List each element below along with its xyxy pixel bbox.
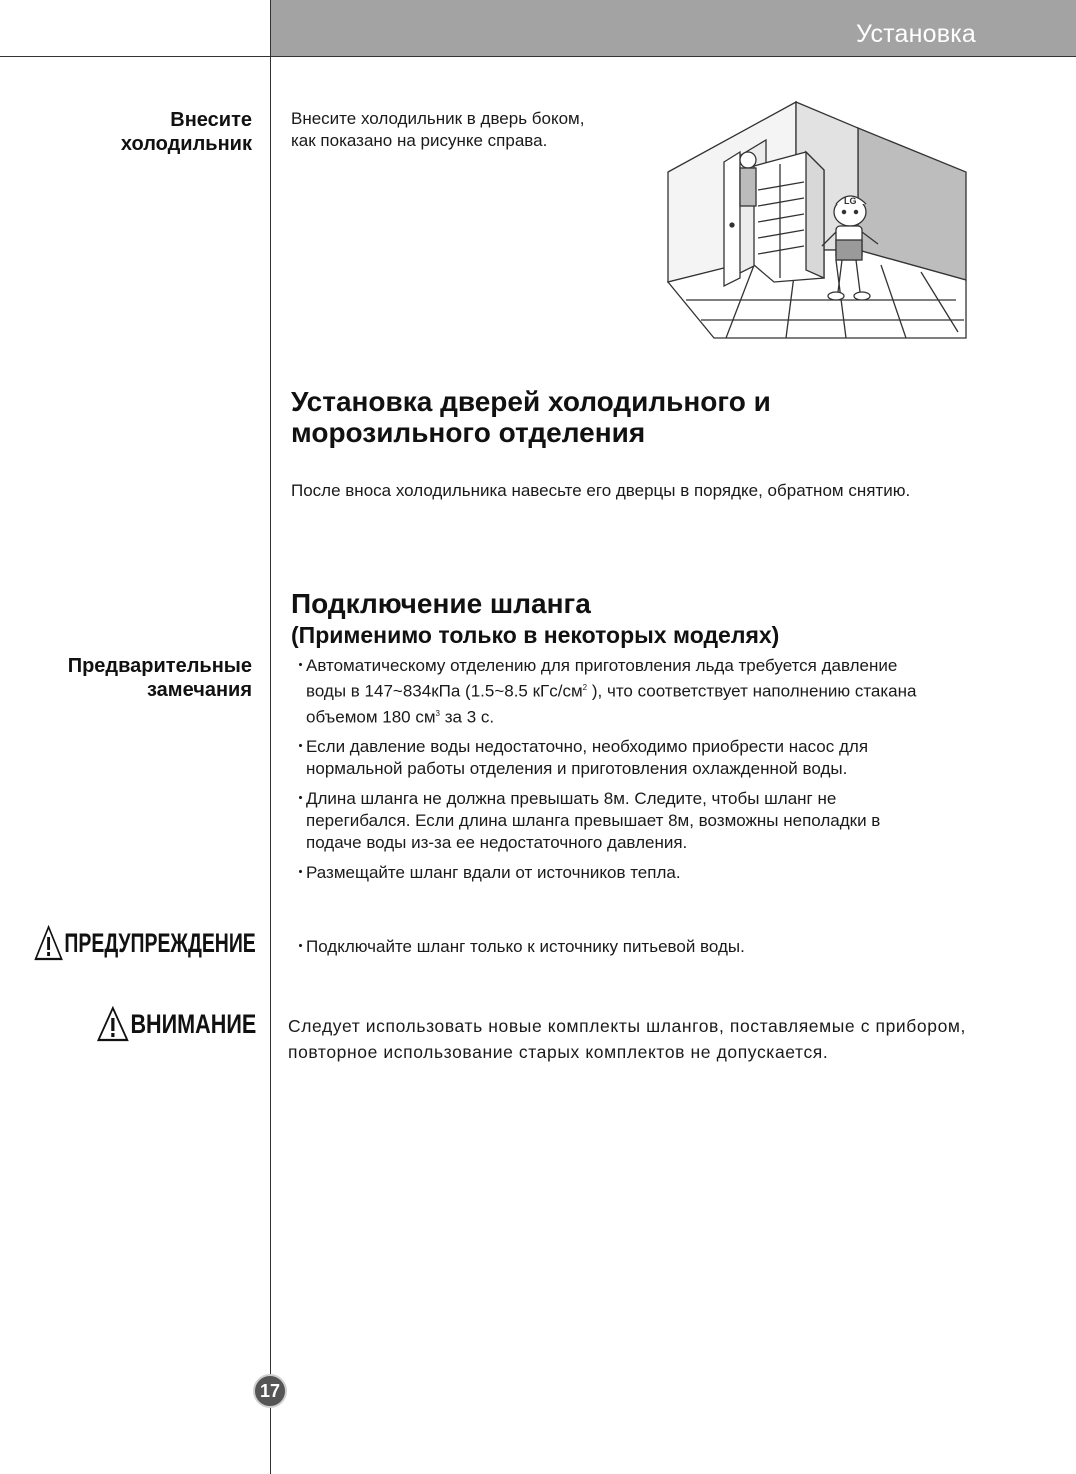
warning-text: Подключайте шланг только к источнику питьевой воды. xyxy=(306,937,745,956)
text-line: Если давление воды недостаточно, необходимо приобрести насос для xyxy=(306,737,869,757)
warning-label-text: ПРЕДУПРЕЖДЕНИЕ xyxy=(64,927,256,958)
side-label-line: Внесите xyxy=(170,109,252,131)
list-item xyxy=(291,862,991,884)
header-bar xyxy=(271,0,1076,56)
text-line: Внесите холодильник в дверь боком, xyxy=(291,109,585,128)
section-title: Установка xyxy=(856,20,976,48)
text-line xyxy=(306,703,991,729)
list-item xyxy=(291,736,991,780)
page-number-badge: 17 xyxy=(253,1374,287,1408)
carry-in-text xyxy=(291,108,584,152)
column-divider xyxy=(270,0,271,1474)
side-label-line: Предварительные xyxy=(67,655,252,677)
text-line: Размещайте шланг вдали от источников тепла. xyxy=(306,863,681,883)
side-label-line: холодильник xyxy=(120,133,252,155)
text-line: нормальной работы отделения и приготовления охлажденной воды. xyxy=(306,759,848,779)
hose-notes-list xyxy=(291,655,991,892)
text-line: перегибался. Если длина шланга превышает 8м, возможны неполадки в xyxy=(306,811,881,831)
warning-triangle-icon xyxy=(34,925,63,961)
heading-line: Установка дверей холодильного и xyxy=(291,386,771,417)
list-item xyxy=(291,655,991,728)
text-fragment: объемом 180 см xyxy=(306,707,436,727)
text-fragment: воды в 147~834кПа (1.5~8.5 кГс/см xyxy=(306,681,583,701)
warning-list xyxy=(291,936,991,958)
warning-label xyxy=(34,925,256,961)
superscript: 3 xyxy=(435,708,440,718)
side-label-line: замечания xyxy=(147,679,252,701)
mascot-logo: LG xyxy=(844,196,857,206)
side-label-preliminary-notes xyxy=(68,654,252,702)
doors-heading xyxy=(291,386,771,448)
text-line: как показано на рисунке справа. xyxy=(291,131,548,150)
text-line: повторное использование старых комплектов не допускается. xyxy=(288,1042,829,1062)
refrigerator-installation-illustration xyxy=(666,100,968,340)
heading-line: морозильного отделения xyxy=(291,417,646,448)
text-fragment: ), что соответствует наполнению стакана xyxy=(587,681,917,701)
hose-heading: Подключение шланга xyxy=(291,588,591,619)
hose-subheading: (Применимо только в некоторых моделях) xyxy=(291,622,780,648)
list-item xyxy=(291,788,991,854)
superscript: 2 xyxy=(582,683,588,692)
text-line: Автоматическому отделению для приготовления льда требуется давление xyxy=(306,656,898,675)
text-fragment: за 3 с. xyxy=(440,707,495,727)
text-line: подаче воды из-за ее недостаточного давления. xyxy=(306,833,688,853)
bullet-symbol: ・ xyxy=(292,656,309,675)
caution-text xyxy=(288,1013,966,1065)
text-line: Следует использовать новые комплекты шлангов, поставляемые с прибором, xyxy=(288,1016,967,1036)
caution-triangle-icon xyxy=(97,1006,129,1042)
bullet-symbol: ・ xyxy=(292,789,309,809)
doors-text: После вноса холодильника навесьте его дверцы в порядке, обратном снятию. xyxy=(291,481,911,500)
bullet-symbol: ・ xyxy=(292,937,309,956)
bullet-symbol: ・ xyxy=(292,863,309,883)
bullet-symbol: ・ xyxy=(292,737,309,757)
header-divider xyxy=(0,56,1076,57)
side-label-carry-in xyxy=(121,108,252,156)
caution-label-text: ВНИМАНИЕ xyxy=(130,1008,256,1039)
text-line: Длина шланга не должна превышать 8м. Следите, чтобы шланг не xyxy=(306,789,837,809)
text-line xyxy=(306,677,991,703)
caution-label xyxy=(97,1006,256,1042)
list-item xyxy=(291,936,991,958)
